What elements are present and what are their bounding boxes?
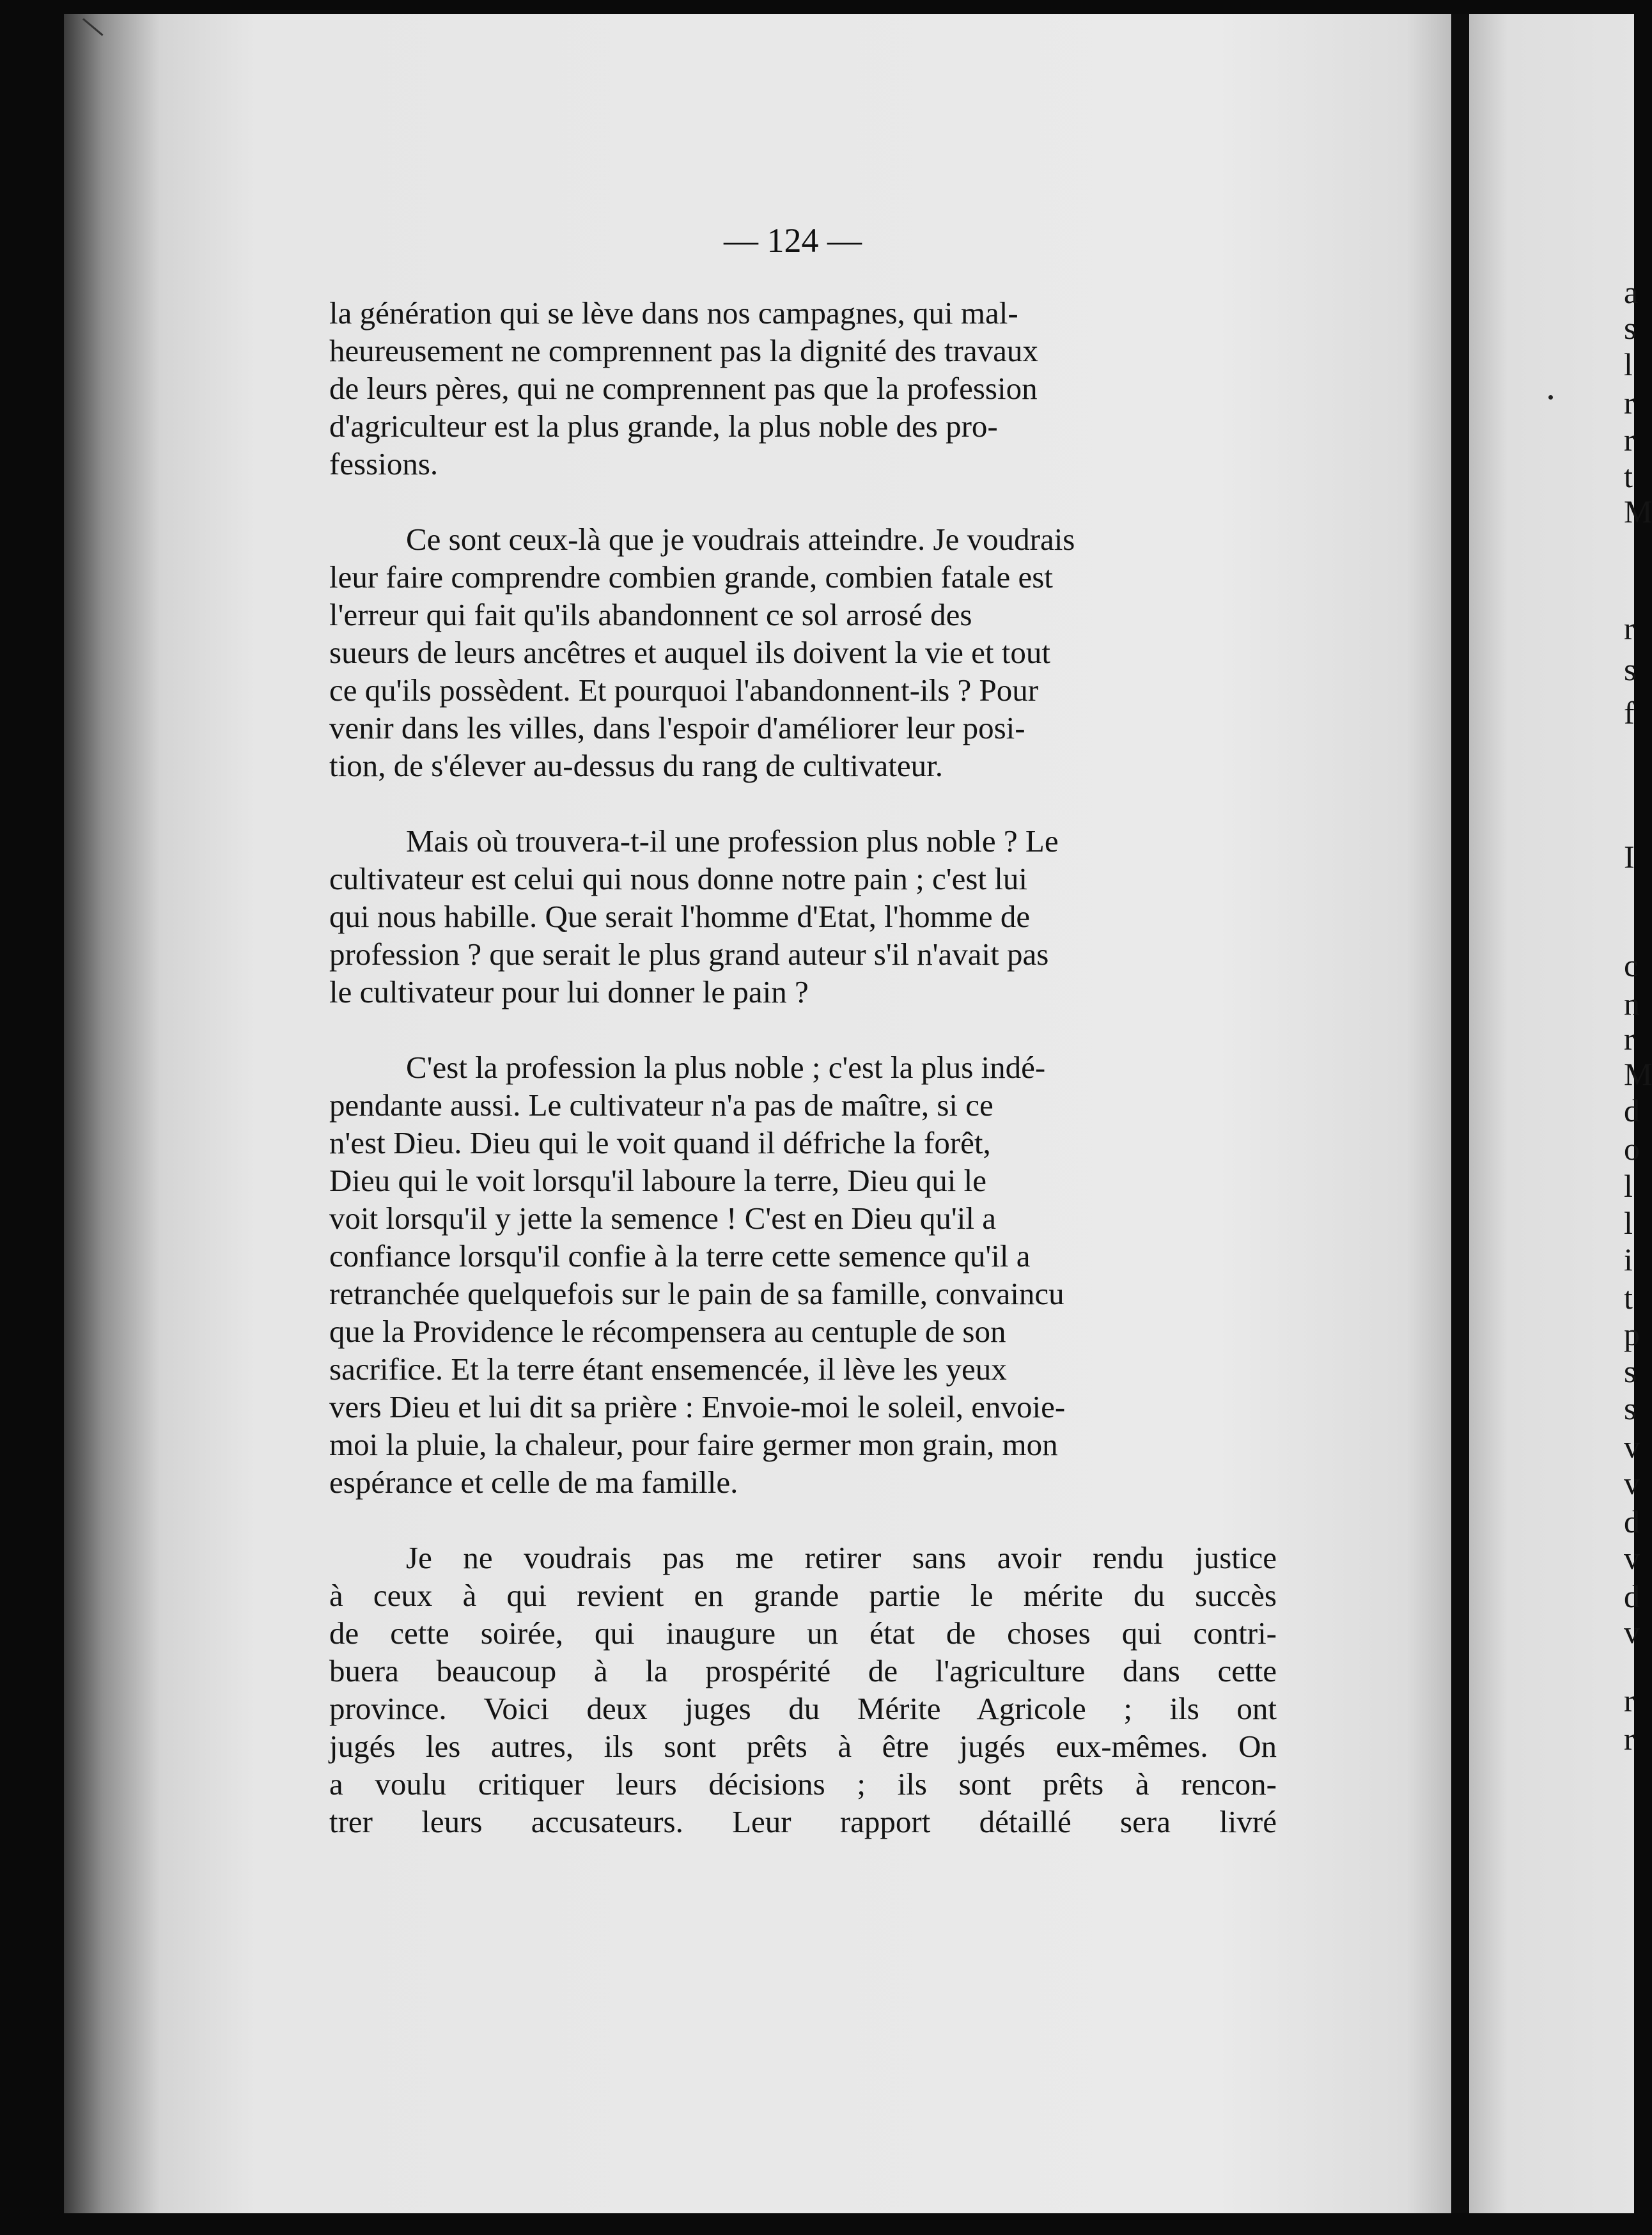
facing-fragment: s — [1624, 651, 1637, 687]
facing-fragment: c — [1624, 947, 1639, 983]
facing-fragment: o — [1624, 1131, 1640, 1167]
facing-fragment: l — [1624, 1168, 1633, 1204]
facing-fragment: t — [1624, 1280, 1633, 1316]
paragraph-1: la génération qui se lève dans nos campagnes, qui mal- heureusement ne comprennent pas la dignité des travaux de leurs pères, qui ne comprennent pas que la profession d'agriculteur est la plus grande, la plus noble des pro- fessions. — [329, 295, 1038, 481]
facing-fragment: r — [1624, 1683, 1635, 1718]
facing-fragment: r — [1624, 1021, 1635, 1057]
facing-fragment: i — [1624, 1242, 1633, 1277]
facing-fragment: f — [1624, 695, 1635, 731]
facing-fragment: r — [1624, 422, 1635, 458]
page-number: — 124 — — [724, 221, 862, 260]
facing-fragment: r — [1624, 385, 1635, 421]
paragraph-4: C'est la profession la plus noble ; c'est la plus indé- pendante aussi. Le cultivateur n'a pas de maître, si ce n'est Dieu. Dieu qui le voit quand il défriche la forêt, Dieu qui le voit lorsqu'il laboure la terre, Dieu qui le voit lorsqu'il y jette la semence ! C'est en Dieu qu'il a confiance lorsqu'il confie à la terre cette semence qu'il a retranchée quelquefois sur le pain de sa famille, convaincu que la Providence le récompensera au centuple de son sacrifice. Et la terre étant ensemencée, il lève les yeux vers Dieu et lui dit sa prière : Envoie-moi le soleil, envoie- moi la pluie, la chaleur, pour faire germer mon grain, mon espérance et celle de ma famille. — [329, 1050, 1066, 1500]
facing-fragment: d — [1624, 1578, 1640, 1614]
facing-fragment: l — [1624, 1205, 1633, 1241]
book-gutter — [1451, 14, 1469, 2213]
facing-fragment: s — [1624, 310, 1637, 346]
facing-fragment: M — [1624, 494, 1652, 529]
right-page — [1469, 14, 1637, 2213]
facing-fragment: M — [1624, 1056, 1652, 1092]
page-body — [329, 294, 1277, 1841]
facing-fragment: p — [1624, 1316, 1640, 1352]
facing-fragment: a — [1624, 274, 1639, 310]
facing-fragment: I — [1624, 839, 1635, 875]
facing-fragment: v — [1624, 1429, 1640, 1465]
facing-fragment: t — [1624, 458, 1633, 494]
paragraph-3: Mais où trouvera-t-il une profession plus noble ? Le cultivateur est celui qui nous donne notre pain ; c'est lui qui nous habille. Que serait l'homme d'Etat, l'homme de profession ? que serait le plus grand auteur s'il n'avait pas le cultivateur pour lui donner le pain ? — [329, 823, 1059, 1009]
speck — [1548, 395, 1553, 400]
facing-fragment: r — [1624, 1721, 1635, 1757]
facing-fragment: s — [1624, 1390, 1637, 1426]
facing-fragment: v — [1624, 1540, 1640, 1576]
facing-fragment: n — [1624, 986, 1640, 1022]
facing-fragment: l — [1624, 347, 1633, 382]
facing-fragment: r — [1624, 611, 1635, 646]
facing-fragment: d — [1624, 1504, 1640, 1539]
paragraph-2: Ce sont ceux-là que je voudrais atteindre. Je voudrais leur faire comprendre combien grande, combien fatale est l'erreur qui fait qu'ils abandonnent ce sol arrosé des sueurs de leurs ancêtres et auquel ils doivent la vie et tout ce qu'ils possèdent. Et pourquoi l'abandonnent-ils ? Pour venir dans les villes, dans l'espoir d'améliorer leur posi- tion, de s'élever au-dessus du rang de cultivateur. — [329, 522, 1075, 783]
facing-fragment: s — [1624, 1353, 1637, 1389]
facing-fragment: v — [1624, 1465, 1640, 1501]
facing-fragment: d — [1624, 1093, 1640, 1128]
paragraph-5: Je ne voudrais pas me retirer sans avoir rendu justice à ceux à qui revient en grande partie le mérite du succès de cette soirée, qui inaugure un état de choses qui contri- buera beaucoup à la prospérité de l'agriculture dans cette province. Voici deux juges du Mérite Agricole ; ils ont jugés les autres, ils sont prêts à être jugés eux-mêmes. On a voulu critiquer leurs décisions ; ils sont prêts à rencon- trer leurs accusateurs. Leur rapport détaillé sera livré — [329, 1540, 1277, 1839]
facing-fragment: v — [1624, 1614, 1640, 1650]
